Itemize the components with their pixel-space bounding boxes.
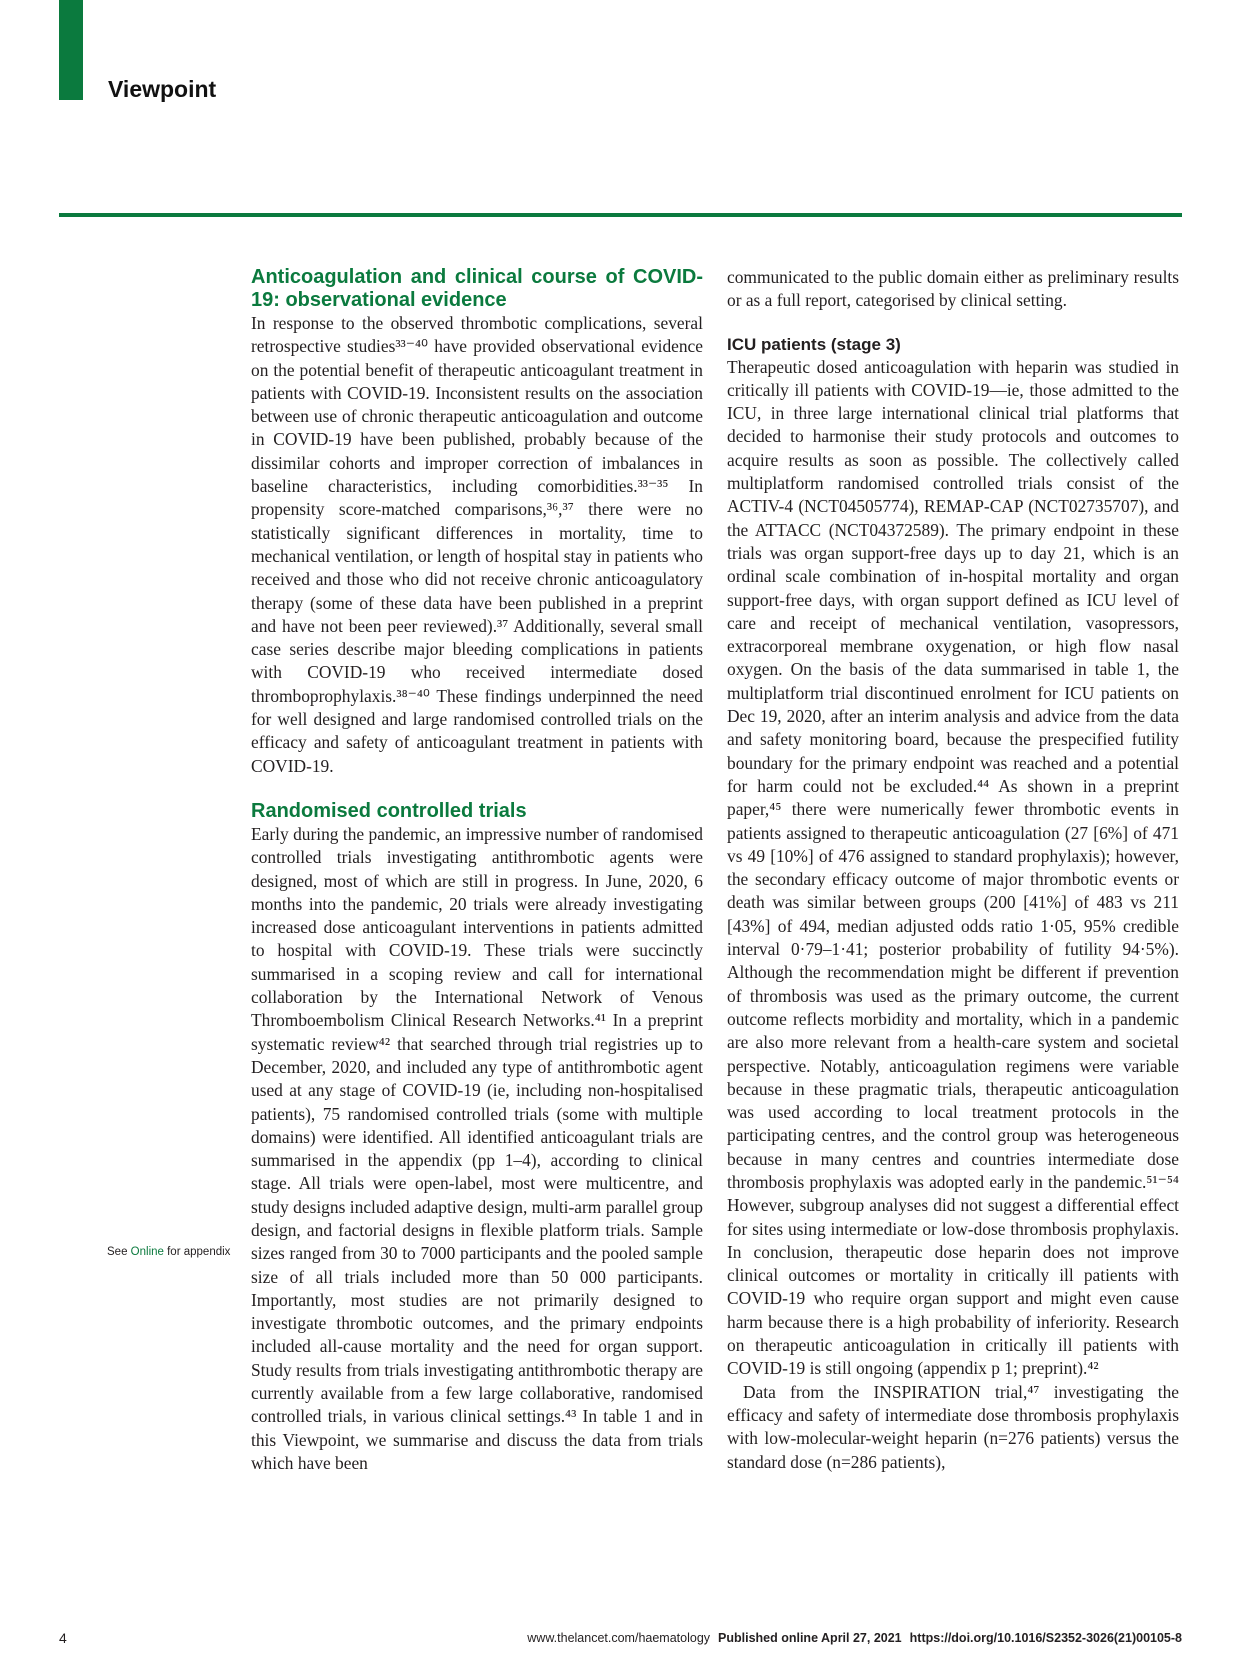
right-column [727, 266, 1179, 1474]
online-link[interactable]: Online [130, 1246, 164, 1258]
heading-icu-patients: ICU patients (stage 3) [727, 334, 901, 354]
published-date: Published online April 27, 2021 [718, 1631, 902, 1645]
paragraph-inspiration: Data from the INSPIRATION trial,⁴⁷ investigating the efficacy and safety of intermediate dose thrombosis prophylaxis with low-molecular-weight heparin (n=276 patients) versus the standard dose (n=286 patients), [727, 1381, 1179, 1472]
footer [527, 1631, 1182, 1645]
paragraph-icu: Therapeutic dosed anticoagulation with heparin was studied in critically ill patients with COVID-19—ie, those admitted to the ICU, in three large international clinical trial platforms that decided to harmonise their study protocols and outcomes to acquire results as soon as possible. The collectively called multiplatform randomised controlled trials consist of the ACTIV-4 (NCT04505774), REMAP-CAP (NCT02735707), and the ATTACC (NCT04372589). The primary endpoint in these trials was organ support-free days up to day 21, which is an ordinal scale combination of in-hospital mortality and organ support-free days, with organ support defined as ICU level of care and receipt of mechanical ventilation, vasopressors, extracorporeal membrane oxygenation, or high flow nasal oxygen. On the basis of the data summarised in table 1, the multiplatform trial discontinued enrolment for ICU patients on Dec 19, 2020, after an interim analysis and advice from the data and safety monitoring board, because the prespecified futility boundary for the primary endpoint was reached and a potential for harm could not be excluded.⁴⁴ As shown in a preprint paper,⁴⁵ there were numerically fewer thrombotic events in patients assigned to therapeutic anticoagulation (27 [6%] of 471 vs 49 [10%] of 476 assigned to standard prophylaxis); however, the secondary efficacy outcome of major thrombotic events or death was similar between groups (200 [41%] of 483 vs 211 [43%] of 494, median adjusted odds ratio 1·05, 95% credible interval 0·79–1·41; posterior probability of futility 94·5%). Although the recommendation might be different if prevention of thrombosis was used as the primary outcome, the current outcome reflects morbidity and mortality, which in a pandemic are also more relevant from a health-care system and societal perspective. Notably, anticoagulation regimens were variable because in these pragmatic trials, therapeutic anticoagulation was used according to local treatment protocols in the participating centres, and the control group was heterogeneous because in many centres and countries intermediate dose thrombosis prophylaxis was adopted early in the pandemic.⁵¹⁻⁵⁴ However, subgroup analyses did not suggest a differential effect for sites using intermediate or low-dose thrombosis prophylaxis. In conclusion, therapeutic dose heparin does not improve clinical outcomes or mortality in critically ill patients with COVID-19 who require organ support and might even cause harm because there is a high probability of inferiority. Research on therapeutic anticoagulation in critically ill patients with COVID-19 is still ongoing (appendix p 1; preprint).⁴² [727, 356, 1179, 1379]
section-label: Viewpoint [108, 76, 217, 102]
margin-note [107, 1246, 230, 1258]
margin-note-prefix: See [107, 1246, 131, 1258]
page-number: 4 [59, 1630, 67, 1646]
paragraph-continued: communicated to the public domain either as preliminary results or as a full report, categorised by clinical setting. [727, 267, 1179, 311]
paragraph-observational: In response to the observed thrombotic complications, several retrospective studies³³⁻⁴⁰ have provided observational evidence on the potential benefit of therapeutic anticoagulant treatment in patients with COVID-19. Inconsistent results on the association between use of chronic therapeutic anticoagulation and outcome in COVID-19 have been published, probably because of the dissimilar cohorts and improper correction of imbalances in baseline characteristics, including comorbidities.³³⁻³⁵ In propensity score-matched comparisons,³⁶,³⁷ there were no statistically significant differences in mortality, time to mechanical ventilation, or length of hospital stay in patients who received and those who did not receive chronic anticoagulatory therapy (some of these data have been published in a preprint and have not been peer reviewed).³⁷ Additionally, several small case series describe major bleeding complications in patients with COVID-19 who received intermediate dosed thromboprophylaxis.³⁸⁻⁴⁰ These findings underpinned the need for well designed and large randomised controlled trials on the efficacy and safety of anticoagulant treatment in patients with COVID-19. [251, 313, 703, 776]
heading-randomised-trials: Randomised controlled trials [251, 799, 527, 822]
heading-observational-evidence: Anticoagulation and clinical course of COVID-19: observational evidence [251, 266, 703, 311]
doi-link[interactable]: https://doi.org/10.1016/S2352-3026(21)00105-8 [909, 1631, 1182, 1645]
left-column [251, 266, 703, 1475]
header-accent-bar [59, 0, 83, 100]
journal-url[interactable]: www.thelancet.com/haematology [527, 1631, 711, 1645]
paragraph-randomised: Early during the pandemic, an impressive number of randomised controlled trials investigating antithrombotic agents were designed, most of which are still in progress. In June, 2020, 6 months into the pandemic, 20 trials were already investigating increased dose anticoagulant interventions in patients admitted to hospital with COVID-19. These trials were succinctly summarised in a scoping review and call for international collaboration by the International Network of Venous Thromboembolism Clinical Research Networks.⁴¹ In a preprint systematic review⁴² that searched through trial registries up to December, 2020, and included any type of antithrombotic agent used at any stage of COVID-19 (ie, including non-hospitalised patients), 75 randomised controlled trials (some with multiple domains) were identified. All identified anticoagulant trials are summarised in the appendix (pp 1–4), according to clinical stage. All trials were open-label, most were multicentre, and study designs included adaptive design, multi-arm parallel group design, and factorial designs in flexible platform trials. Sample sizes ranged from 30 to 7000 participants and the pooled sample size of all trials included more than 50 000 participants. Importantly, most studies are not primarily designed to investigate thrombotic outcomes, and the primary endpoints included all-cause mortality and the need for organ support. Study results from trials investigating antithrombotic therapy are currently available from a few large collaborative, randomised controlled trials, in various clinical settings.⁴³ In table 1 and in this Viewpoint, we summarise and discuss the data from trials which have been [251, 823, 703, 1473]
margin-note-suffix: for appendix [163, 1246, 231, 1258]
header-rule [59, 213, 1182, 217]
